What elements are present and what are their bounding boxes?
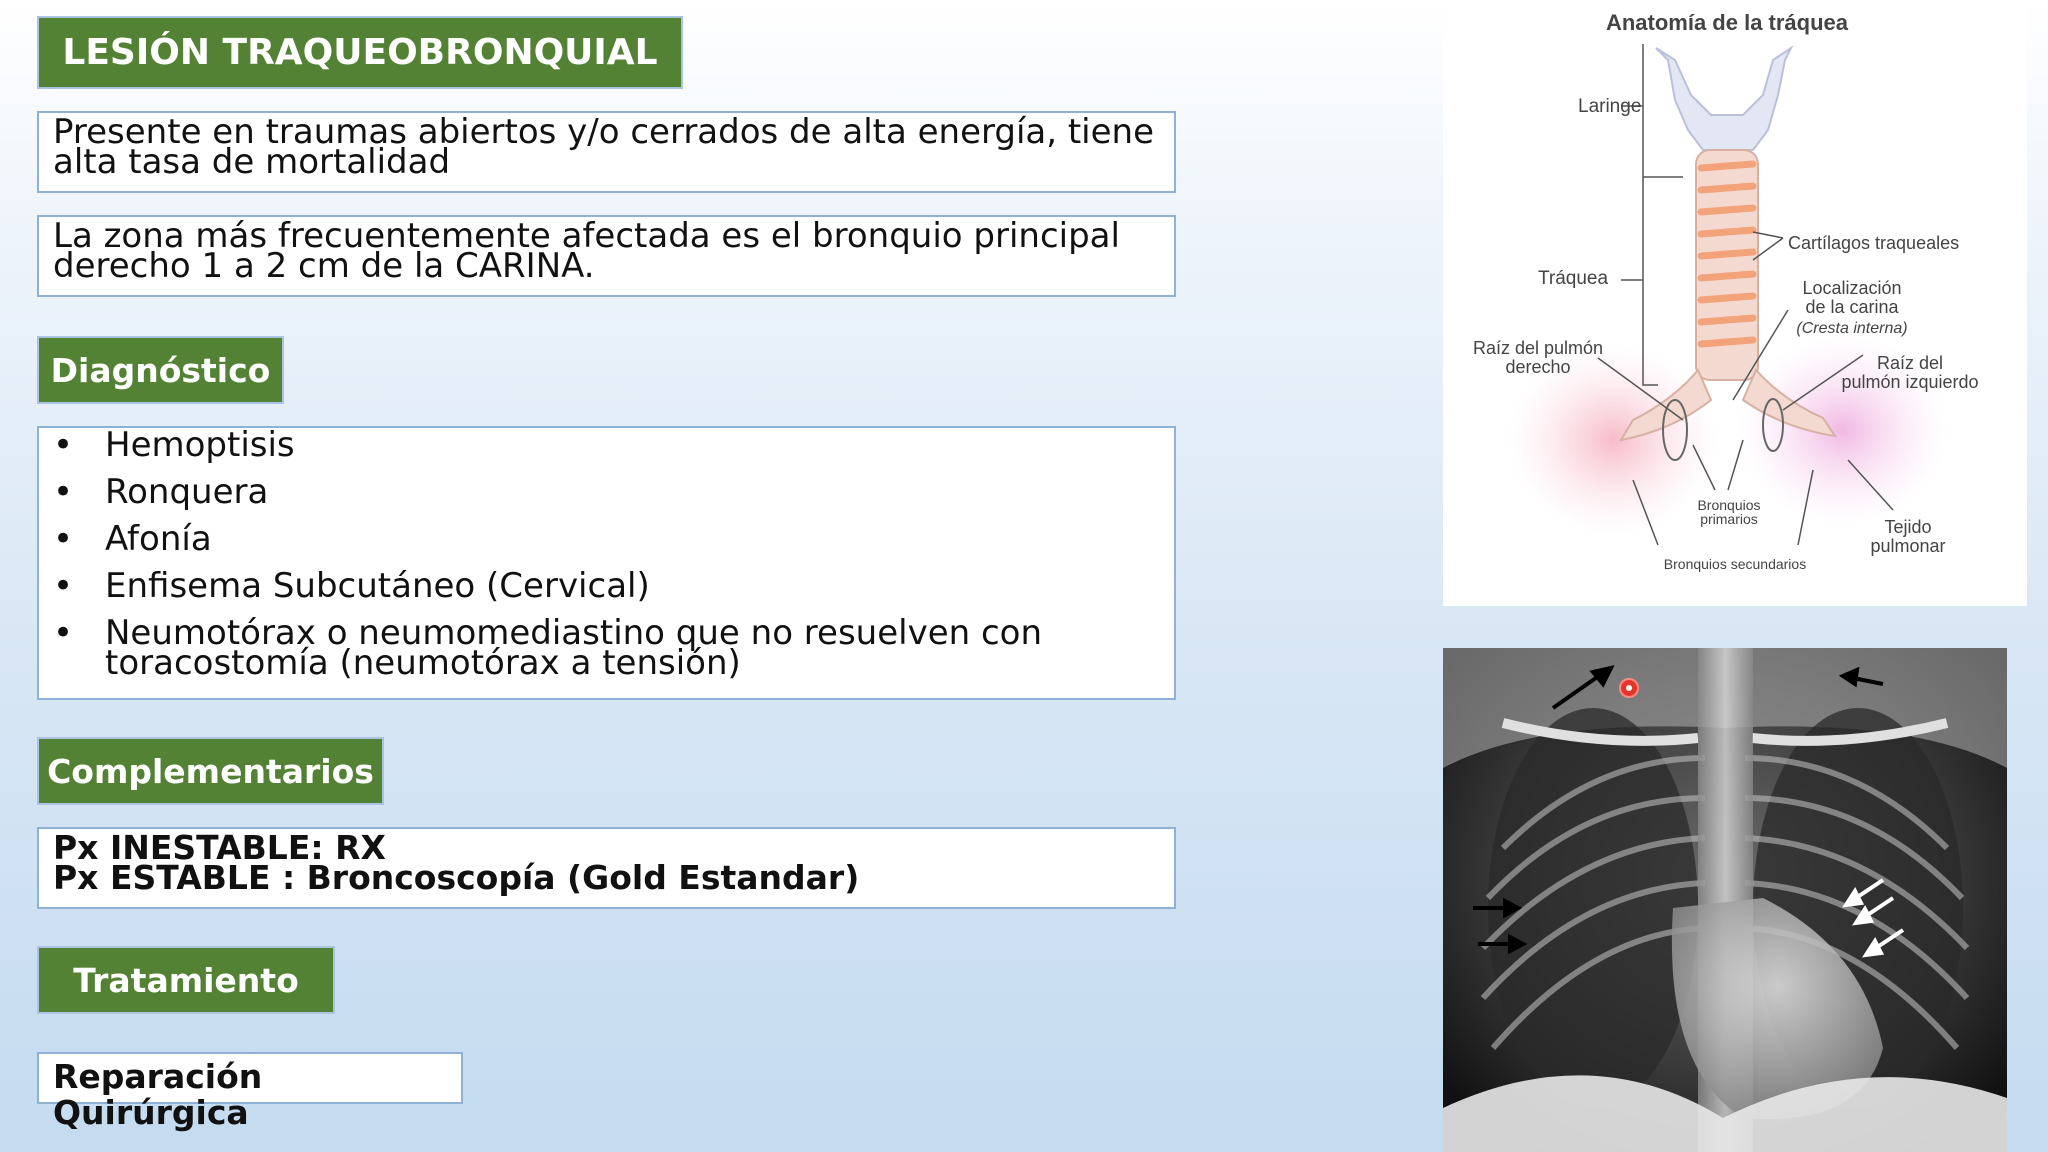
- complementarios-box: [37, 827, 1176, 909]
- list-item: • Ronquera: [53, 472, 269, 512]
- chest-xray-image: [1443, 648, 2007, 1152]
- diagnostico-box: [37, 426, 1176, 700]
- label-laringe: Laringe: [1578, 96, 1642, 117]
- list-item: • Enfisema Subcutáneo (Cervical): [53, 566, 650, 606]
- tratamiento-box: [37, 1052, 463, 1132]
- list-item: • Afonía: [53, 519, 212, 559]
- label-carina-1: Localización: [1802, 278, 1902, 298]
- complementarios-line-1: Px INESTABLE: RX: [53, 828, 386, 867]
- tratamiento-text: Reparación Quirúrgica: [53, 1057, 263, 1132]
- diagnostico-list: [39, 425, 1174, 683]
- label-tejido-2: pulmonar: [1870, 536, 1946, 556]
- label-raiz-der-2: derecho: [1505, 357, 1571, 377]
- label-bronq-sec: Bronquios secundarios: [1663, 556, 1807, 572]
- tratamiento-heading: [37, 946, 335, 1014]
- complementarios-heading-text: Complementarios: [47, 751, 374, 791]
- list-item-text: Afonía: [105, 519, 212, 559]
- label-tejido-1: Tejido: [1884, 517, 1932, 537]
- list-item-text: Hemoptisis: [105, 425, 295, 465]
- page-title-text: LESIÓN TRAQUEOBRONQUIAL: [62, 32, 658, 73]
- list-item-text: Enfisema Subcutáneo (Cervical): [105, 566, 650, 606]
- list-item-text: Ronquera: [105, 472, 269, 512]
- label-bronq-prim-2: primarios: [1700, 511, 1758, 527]
- label-cartilagos: Cartílagos traqueales: [1788, 233, 1960, 253]
- label-traquea: Tráquea: [1538, 268, 1609, 289]
- label-carina-2: de la carina: [1805, 297, 1899, 317]
- diagnostico-heading-text: Diagnóstico: [50, 350, 271, 390]
- complementarios-heading: [37, 737, 384, 805]
- list-item: • Neumotórax o neumomediastino que no resuelven con toracostomía (neumotórax a tensión): [53, 613, 1043, 683]
- complementarios-line-2: Px ESTABLE : Broncoscopía (Gold Estandar): [53, 858, 860, 897]
- label-raiz-izq-2: pulmón izquierdo: [1841, 372, 1979, 392]
- trachea-anatomy-figure: [1443, 0, 2027, 606]
- tratamiento-heading-text: Tratamiento: [73, 960, 299, 1000]
- label-bronq-prim-1: Bronquios: [1697, 497, 1761, 513]
- diagnostico-heading: [37, 336, 284, 404]
- intro-text-2: La zona más frecuentemente afectada es el bronquio principal derecho 1 a 2 cm de la CARINA.: [53, 216, 1120, 286]
- intro-box-1: [37, 111, 1176, 193]
- chest-xray-illustration: [1443, 648, 2007, 1152]
- label-raiz-der-1: Raíz del pulmón: [1472, 338, 1604, 358]
- label-raiz-izq-1: Raíz del: [1876, 353, 1944, 373]
- trachea-anatomy-illustration: [1443, 0, 2027, 606]
- intro-box-2: [37, 215, 1176, 297]
- list-item-text: Neumotórax o neumomediastino que no resuelven con toracostomía (neumotórax a tensión): [105, 613, 1043, 683]
- label-carina-3: (Cresta interna): [1796, 320, 1908, 337]
- intro-text-1: Presente en traumas abiertos y/o cerrados de alta energía, tiene alta tasa de mortalidad: [53, 112, 1155, 182]
- page-title: [37, 16, 683, 89]
- anatomy-title: Anatomía de la tráquea: [1605, 10, 1849, 35]
- list-item: • Hemoptisis: [53, 425, 295, 465]
